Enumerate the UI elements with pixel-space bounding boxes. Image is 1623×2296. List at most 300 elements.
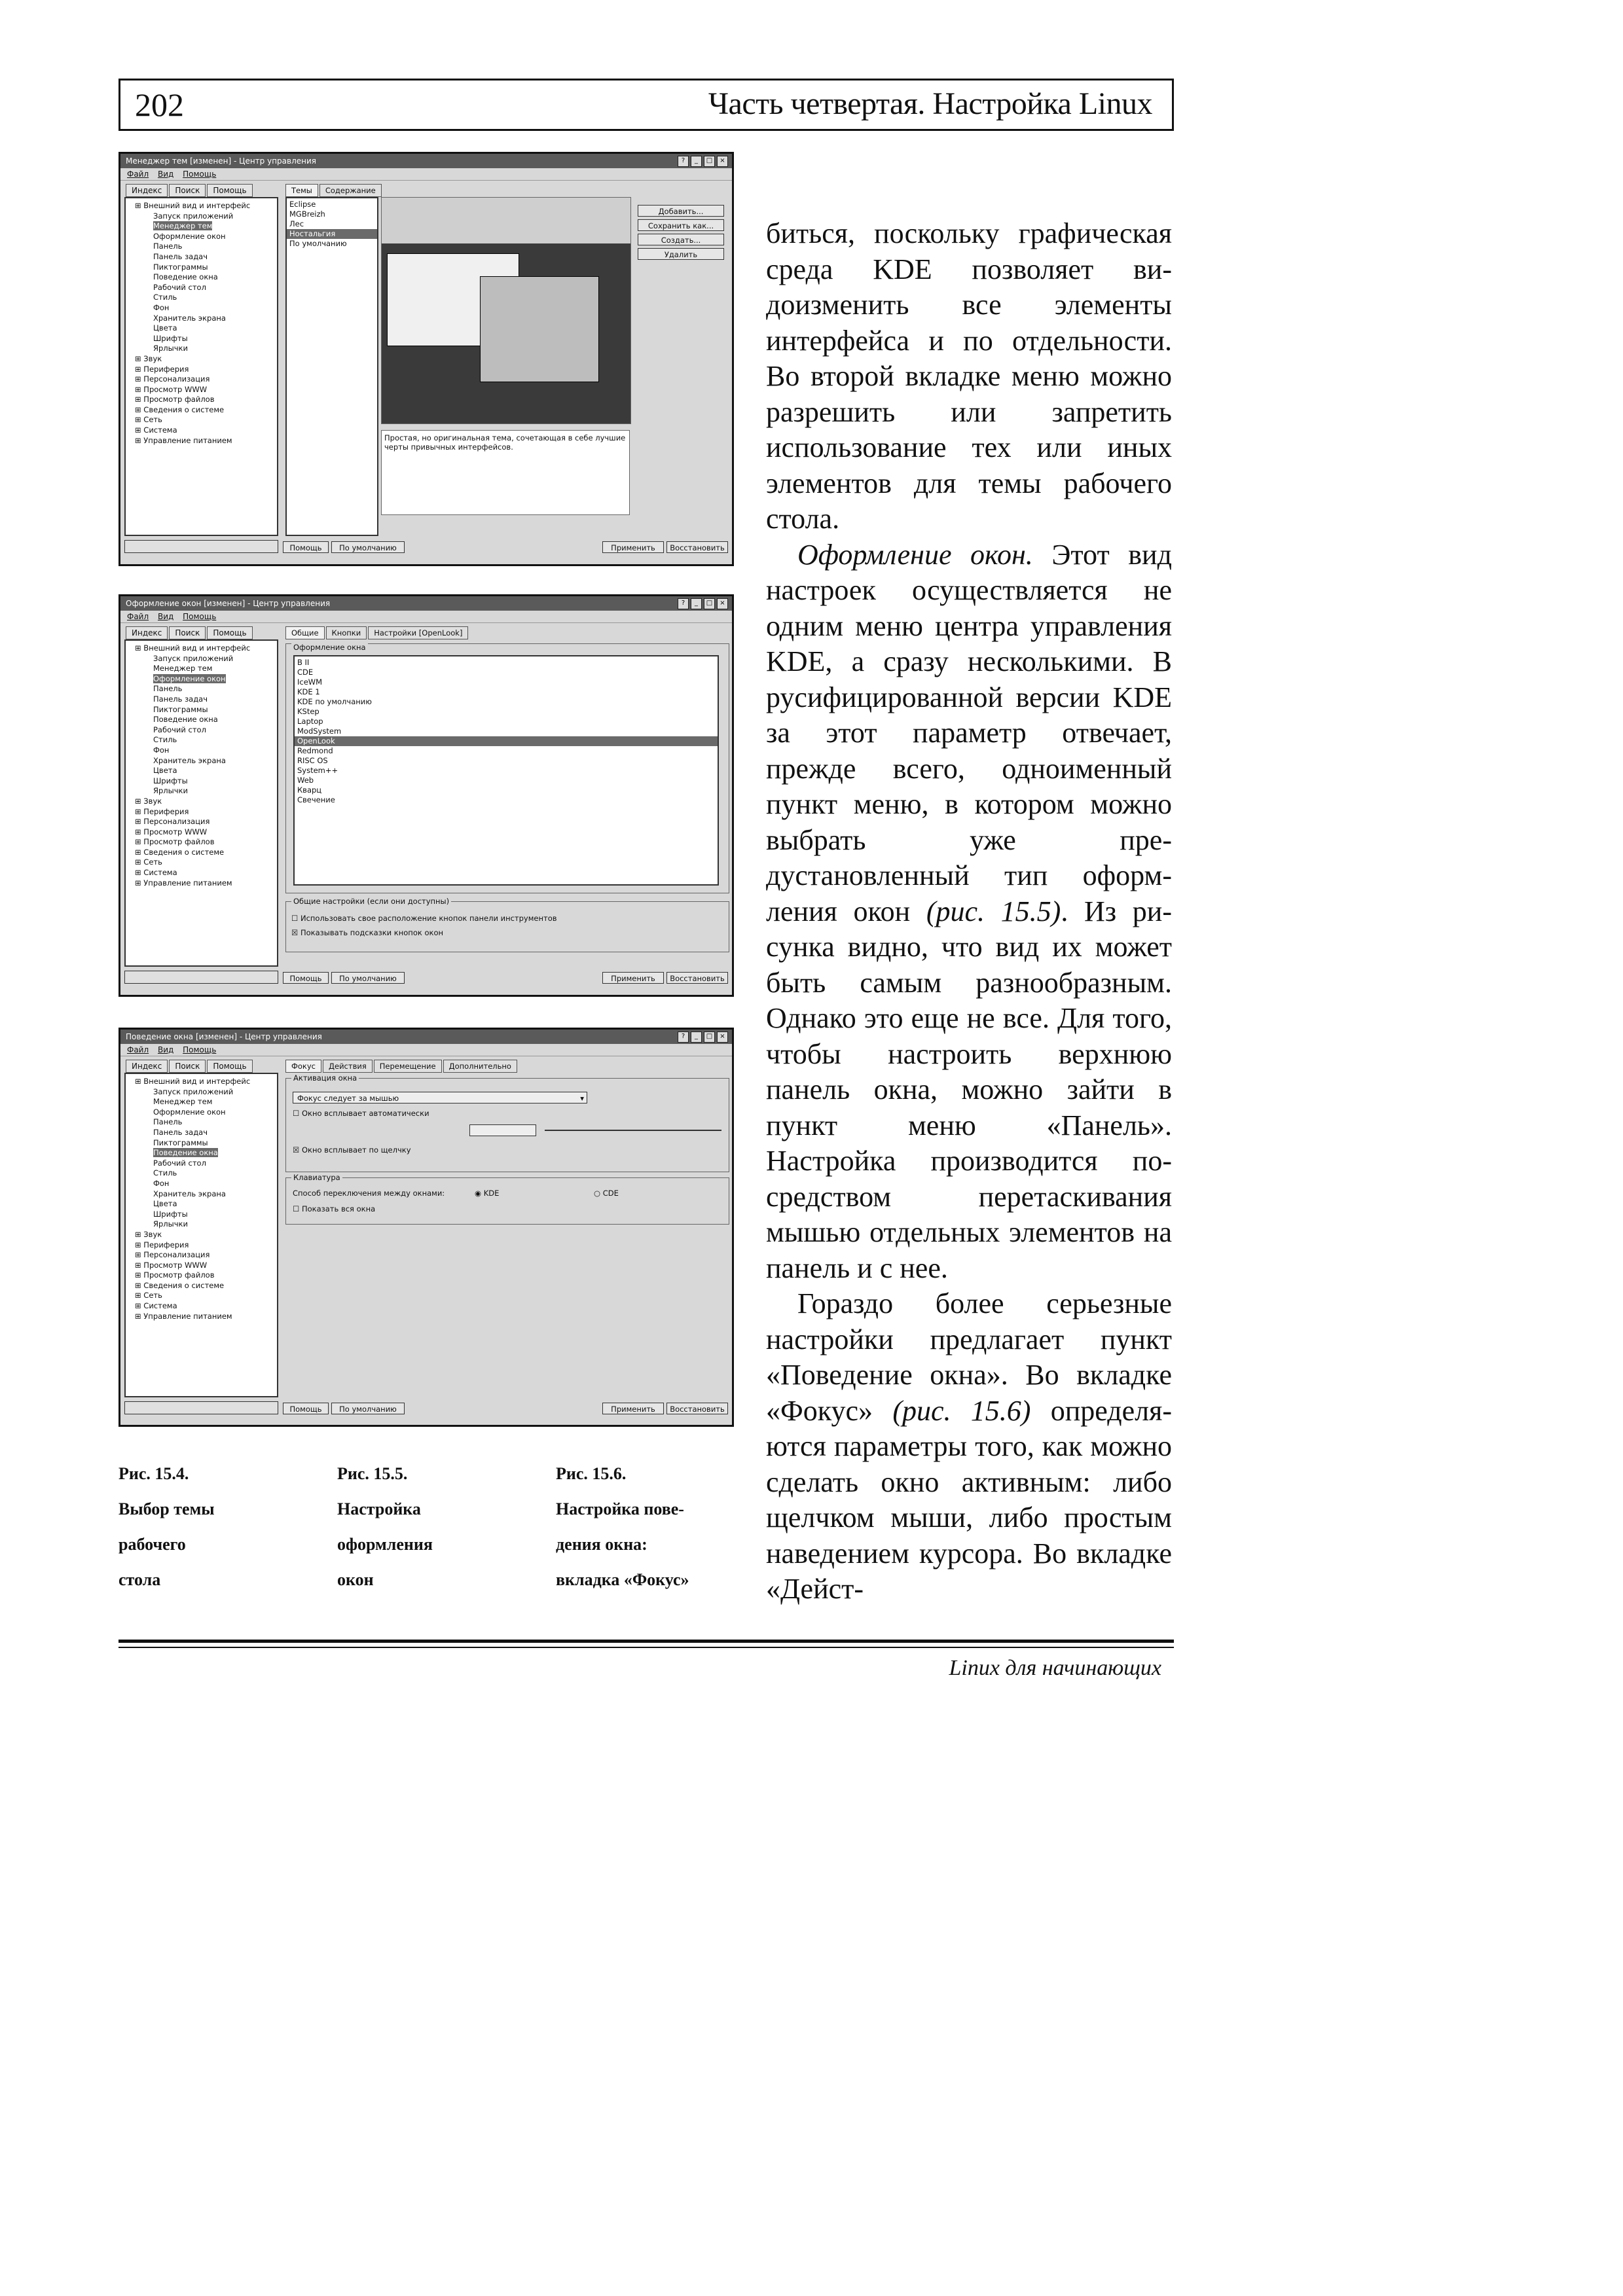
list-item[interactable]: KStep: [297, 707, 319, 716]
tab-openlook-settings[interactable]: Настройки [OpenLook]: [368, 626, 468, 639]
tree-item-label: Рабочий стол: [153, 282, 206, 292]
tree-item-label: Панель: [153, 684, 183, 694]
tree-item[interactable]: [128, 262, 274, 273]
tree-item[interactable]: [128, 684, 274, 694]
reset-button[interactable]: Восстановить: [666, 541, 728, 553]
tree-item-label: Внешний вид и интерфейс: [143, 1077, 251, 1086]
tree-item-label: Панель задач: [153, 251, 208, 261]
tree-item[interactable]: [128, 654, 274, 664]
option-label: Использовать свое расположение кнопок панели инструментов: [300, 914, 557, 923]
tree-item[interactable]: [128, 786, 274, 797]
tree-item[interactable]: ⊞ Внешний вид и интерфейс: [135, 1077, 251, 1086]
tree-item-label: Поведение окна: [153, 715, 218, 725]
tree-item-label: Персонализация: [143, 1250, 210, 1260]
help-button[interactable]: Помощь: [283, 1403, 329, 1414]
menu-file[interactable]: Файл: [127, 612, 149, 621]
horizontal-scrollbar[interactable]: [124, 540, 278, 553]
tree-item[interactable]: [128, 756, 274, 766]
paragraph: биться, поскольку графическая среда KDE позволяет видоизменить все элементы интерфейса и по отдельности. Во второй вкладке меню можно разрешить или запретить использование тех или иных элементов для темы рабочего стола.: [766, 217, 1172, 535]
minimize-icon[interactable]: _: [691, 598, 702, 609]
tree-item[interactable]: ⊞ Система: [135, 425, 177, 435]
module-tree-panel: [124, 1073, 278, 1397]
auto-raise-checkbox[interactable]: ☐ Окно всплывает автоматически: [293, 1109, 429, 1118]
tree-item-label: Просмотр WWW: [143, 384, 208, 394]
tree-item[interactable]: ⊞ Просмотр файлов: [135, 837, 215, 847]
caption-line: Рис. 15.5.: [337, 1464, 408, 1483]
tree-item-label: Шрифты: [153, 776, 188, 785]
tree-item-label: Стиль: [153, 293, 177, 302]
caption-line: вкладка «Фокус»: [556, 1570, 689, 1589]
footer-rule-thin: [119, 1647, 1174, 1648]
caption-line: Рис. 15.4.: [119, 1464, 189, 1483]
theme-list[interactable]: [285, 197, 378, 536]
tree-item-label: Цвета: [153, 1199, 177, 1209]
tree-item-label: Управление питанием: [143, 878, 232, 888]
option-label: CDE: [602, 1189, 619, 1198]
tree-item-label: Панель: [153, 242, 183, 251]
tab-general[interactable]: Общие: [285, 626, 325, 639]
tree-item-label: Система: [143, 868, 177, 878]
tree-item-label: Стиль: [153, 735, 177, 745]
tree-item-label: Сеть: [143, 1291, 162, 1300]
tree-item-label: Просмотр WWW: [143, 1260, 208, 1270]
paragraph: [766, 537, 1172, 1287]
tree-item[interactable]: ⊞ Внешний вид и интерфейс: [135, 643, 251, 653]
list-item-selected[interactable]: Ностальгия: [287, 229, 377, 239]
tree-item-label: Хранитель экрана: [153, 313, 226, 323]
tree-item[interactable]: ⊞ Просмотр файлов: [135, 1270, 215, 1280]
tree-item[interactable]: [128, 715, 274, 725]
right-tabs: [285, 626, 468, 639]
tree-item-label: Ярлычки: [153, 344, 188, 353]
tree-item[interactable]: [128, 1199, 274, 1210]
group-title: Активация окна: [291, 1073, 359, 1083]
tree-item[interactable]: ⊞ Звук: [135, 796, 162, 806]
apply-button[interactable]: Применить: [602, 972, 664, 984]
tree-item-label: Пиктограммы: [153, 1138, 208, 1147]
tree-item-label: Просмотр файлов: [143, 1270, 215, 1280]
tree-item[interactable]: [128, 283, 274, 293]
title-bar: [120, 1030, 732, 1044]
tree-item[interactable]: [128, 1168, 274, 1179]
option-label: Окно всплывает по щелчку: [301, 1145, 411, 1155]
list-item[interactable]: KDE по умолчанию: [297, 697, 372, 706]
add-button[interactable]: Добавить...: [638, 205, 724, 217]
list-item[interactable]: Кварц: [297, 785, 322, 795]
minimize-icon[interactable]: _: [691, 1031, 702, 1043]
list-item-selected[interactable]: OpenLook: [295, 736, 718, 746]
tree-item-label: Персонализация: [143, 817, 210, 827]
tree-item-label: Просмотр WWW: [143, 827, 208, 836]
maximize-icon[interactable]: □: [704, 156, 715, 167]
option-show-tooltips[interactable]: ☒ Показывать подсказки кнопок окон: [291, 928, 444, 937]
menu-help[interactable]: Помощь: [183, 612, 217, 621]
tree-item[interactable]: ⊞ Звук: [135, 1229, 162, 1239]
figure-15-6-screenshot: [119, 1028, 734, 1427]
title-bar: [120, 596, 732, 611]
tab-actions[interactable]: Действия: [323, 1060, 373, 1073]
activation-group: [285, 1073, 729, 1172]
tree-item[interactable]: [128, 344, 274, 354]
tree-item[interactable]: ⊞ Внешний вид и интерфейс: [135, 201, 251, 210]
menu-help[interactable]: Помощь: [183, 1045, 217, 1054]
window-title: Поведение окна [изменен] - Центр управления: [126, 1032, 322, 1041]
preview-icons-window: [480, 276, 599, 382]
tree-item[interactable]: [128, 1189, 274, 1200]
caption-line: Настройка: [337, 1499, 421, 1518]
tree-item[interactable]: ⊞ Звук: [135, 353, 162, 363]
horizontal-scrollbar[interactable]: [124, 971, 278, 984]
module-tree-panel: [124, 639, 278, 967]
module-tree-panel: [124, 197, 278, 536]
list-item[interactable]: Свечение: [297, 795, 335, 804]
horizontal-scrollbar[interactable]: [124, 1401, 278, 1414]
close-icon[interactable]: ×: [717, 1031, 728, 1043]
tree-item-label: Фон: [153, 745, 170, 755]
tree-item[interactable]: [128, 674, 274, 685]
running-title: Часть четвертая. Настройка Linux: [708, 86, 1152, 121]
tree-item[interactable]: ⊞ Просмотр файлов: [135, 395, 215, 404]
tree-item[interactable]: ⊞ Система: [135, 868, 177, 878]
tree-item[interactable]: [128, 242, 274, 252]
tree-item[interactable]: [128, 725, 274, 736]
option-label: KDE: [483, 1189, 500, 1198]
tree-item[interactable]: ⊞ Сведения о системе: [135, 404, 225, 414]
right-tabs: [285, 184, 382, 197]
tab-help[interactable]: Помощь: [207, 184, 252, 197]
apply-button[interactable]: Применить: [602, 541, 664, 553]
tree-item-label: Ярлычки: [153, 1219, 188, 1229]
group-title: Клавиатура: [291, 1173, 342, 1182]
tree-item[interactable]: ⊞ Просмотр WWW: [135, 384, 208, 394]
tree-item-label: Шрифты: [153, 333, 188, 343]
delete-button[interactable]: Удалить: [638, 248, 724, 260]
figure-15-5-screenshot: [119, 594, 734, 997]
option-label: Показывать подсказки кнопок окон: [300, 928, 444, 937]
tab-help[interactable]: Помощь: [207, 626, 252, 639]
tree-item[interactable]: [128, 1210, 274, 1220]
list-item[interactable]: MGBreizh: [289, 209, 325, 219]
theme-preview: [381, 197, 631, 424]
click-raise-checkbox[interactable]: ☒ Окно всплывает по щелчку: [293, 1145, 411, 1155]
tree-item[interactable]: [128, 293, 274, 303]
keyboard-group: [285, 1173, 729, 1225]
tree-item-label: Пиктограммы: [153, 704, 208, 714]
tree-item-label: Оформление окон: [153, 1107, 226, 1117]
tab-focus[interactable]: Фокус: [285, 1060, 321, 1073]
option-label: Окно всплывает автоматически: [301, 1109, 429, 1118]
tree-item-label: Просмотр файлов: [143, 837, 215, 847]
caption-line: оформления: [337, 1535, 433, 1554]
reset-button[interactable]: Восстановить: [666, 972, 728, 984]
list-item[interactable]: Redmond: [297, 746, 333, 755]
tree-item-label: Сеть: [143, 857, 162, 867]
menu-file[interactable]: Файл: [127, 1045, 149, 1054]
tree-item-label: Менеджер тем: [153, 664, 213, 673]
caption-line: рабочего: [119, 1535, 186, 1554]
list-item[interactable]: Laptop: [297, 717, 323, 726]
menu-file[interactable]: Файл: [127, 170, 149, 179]
right-tabs: [285, 1060, 517, 1073]
caption-fig-15-5: [337, 1456, 527, 1598]
tree-item-label: Хранитель экрана: [153, 1189, 226, 1198]
help-button[interactable]: Помощь: [283, 541, 329, 553]
help-icon[interactable]: ?: [678, 156, 689, 167]
tree-item-label: Внешний вид и интерфейс: [143, 201, 251, 210]
tree-item-label: Звук: [143, 796, 162, 806]
defaults-button[interactable]: По умолчанию: [331, 541, 405, 553]
tree-item[interactable]: [128, 314, 274, 324]
tree-item[interactable]: ⊞ Периферия: [135, 1240, 189, 1249]
delay-spinbox[interactable]: [469, 1124, 536, 1136]
tree-item[interactable]: ⊞ Периферия: [135, 806, 189, 816]
tab-contents[interactable]: Содержание: [319, 184, 382, 197]
list-item[interactable]: RISC OS: [297, 756, 328, 765]
decoration-list[interactable]: [293, 655, 719, 886]
tree-item[interactable]: ⊞ Персонализация: [135, 1250, 210, 1260]
list-item[interactable]: System++: [297, 766, 338, 775]
tree-item[interactable]: [128, 705, 274, 715]
module-tree: [128, 1077, 274, 1321]
help-icon[interactable]: ?: [678, 1031, 689, 1043]
radio-cde[interactable]: ○ CDE: [594, 1189, 619, 1198]
defaults-button[interactable]: По умолчанию: [331, 1403, 405, 1414]
apply-button[interactable]: Применить: [602, 1403, 664, 1414]
left-panel-tabs: [126, 184, 253, 197]
tree-item[interactable]: ⊞ Управление питанием: [135, 1311, 232, 1321]
menu-bar: [120, 1044, 732, 1056]
tree-item[interactable]: [128, 1219, 274, 1230]
list-item[interactable]: IceWM: [297, 677, 323, 687]
defaults-button[interactable]: По умолчанию: [331, 972, 405, 984]
tab-index[interactable]: Индекс: [126, 1060, 168, 1073]
tree-item[interactable]: [128, 1117, 274, 1128]
reset-button[interactable]: Восстановить: [666, 1403, 728, 1414]
tab-moving[interactable]: Перемещение: [374, 1060, 442, 1073]
delay-slider[interactable]: [545, 1130, 721, 1131]
tree-item[interactable]: ⊞ Персонализация: [135, 817, 210, 827]
close-icon[interactable]: ×: [717, 156, 728, 167]
show-all-checkbox[interactable]: ☐ Показать вся окна: [293, 1204, 376, 1213]
paragraph: [766, 1286, 1172, 1607]
tree-item-label: Панель задач: [153, 1127, 208, 1137]
tree-item-label: Панель задач: [153, 694, 208, 704]
tree-item[interactable]: [128, 1138, 274, 1149]
tree-item[interactable]: [128, 745, 274, 756]
tab-buttons[interactable]: Кнопки: [326, 626, 367, 639]
caption-line: Рис. 15.6.: [556, 1464, 627, 1483]
text-run: . Из рисунка видно, что вид их может быть самым разнообразным. Однако это еще не все. Для того, чтобы настроить верхнюю панель окна, можно зайти в пункт меню «Панель». Настройка производится посредством перетаскивания мышью отдельных элементов на панель и с нее.: [766, 895, 1172, 1284]
list-item[interactable]: CDE: [297, 668, 314, 677]
section-term: Оформление окон.: [797, 538, 1033, 571]
focus-policy-value: Фокус следует за мышью: [297, 1094, 399, 1103]
tree-item-label: Стиль: [153, 1168, 177, 1178]
tree-item-label: Рабочий стол: [153, 1158, 206, 1168]
tree-item-label: Поведение окна: [153, 272, 218, 282]
tree-item[interactable]: ⊞ Сеть: [135, 415, 162, 425]
tree-item-label: Пиктограммы: [153, 262, 208, 272]
menu-view[interactable]: Вид: [157, 612, 174, 621]
tree-item-label: Ярлычки: [153, 786, 188, 796]
tree-item[interactable]: [128, 1158, 274, 1169]
tree-item[interactable]: [128, 735, 274, 745]
tree-item[interactable]: ⊞ Сведения о системе: [135, 1280, 225, 1290]
tree-item[interactable]: ⊞ Сеть: [135, 1291, 162, 1300]
tree-item[interactable]: [128, 776, 274, 787]
tree-item[interactable]: ⊞ Просмотр WWW: [135, 827, 208, 836]
tree-item-label: Поведение окна: [153, 1148, 218, 1158]
tree-item-label: Запуск приложений: [153, 1086, 234, 1096]
tree-item[interactable]: ⊞ Управление питанием: [135, 435, 232, 445]
footer-rule: [119, 1640, 1174, 1643]
body-text: [766, 216, 1172, 1607]
tree-item-label: Внешний вид и интерфейс: [143, 643, 251, 653]
tree-item[interactable]: [128, 1128, 274, 1138]
caption-line: Настройка пове-: [556, 1499, 684, 1518]
figure-ref: (рис. 15.5): [926, 895, 1061, 927]
chevron-down-icon: ▾: [580, 1094, 584, 1103]
tree-item-label: Периферия: [143, 364, 189, 374]
tree-item-label: Цвета: [153, 766, 177, 776]
tree-item[interactable]: [128, 221, 274, 232]
tree-item-label: Запуск приложений: [153, 653, 234, 663]
caption-fig-15-6: [556, 1456, 746, 1598]
group-title: Общие настройки (если они доступны): [291, 897, 451, 906]
menu-help[interactable]: Помощь: [183, 170, 217, 179]
tree-item-label: Менеджер тем: [153, 221, 213, 231]
tree-item[interactable]: [128, 1107, 274, 1118]
menu-bar: [120, 611, 732, 623]
module-tree: [128, 643, 274, 888]
window-title: Оформление окон [изменен] - Центр управления: [126, 599, 331, 608]
tree-item-label: Оформление окон: [153, 673, 226, 683]
figure-15-4-screenshot: [119, 152, 734, 566]
page-number: 202: [135, 86, 184, 123]
tree-item[interactable]: [128, 766, 274, 776]
tree-item[interactable]: [128, 232, 274, 242]
create-button[interactable]: Создать...: [638, 234, 724, 245]
tree-item[interactable]: ⊞ Периферия: [135, 364, 189, 374]
tree-item[interactable]: ⊞ Система: [135, 1301, 177, 1311]
tree-item-label: Фон: [153, 302, 170, 312]
help-button[interactable]: Помощь: [283, 972, 329, 984]
option-label: Показать вся окна: [301, 1204, 376, 1213]
maximize-icon[interactable]: □: [704, 598, 715, 609]
tree-item[interactable]: [128, 1097, 274, 1107]
tree-item[interactable]: [128, 211, 274, 222]
tab-search[interactable]: Поиск: [169, 184, 206, 197]
caption-fig-15-4: [119, 1456, 308, 1598]
tab-index[interactable]: Индекс: [126, 626, 168, 639]
tree-item-label: Сведения о системе: [143, 1280, 225, 1290]
maximize-icon[interactable]: □: [704, 1031, 715, 1043]
text-run: Гораздо более серьезные настройки предлагает пункт «Поведение окна». Во вкладке «Фокус»: [766, 1287, 1172, 1427]
tree-item-label: Сведения о системе: [143, 847, 225, 857]
menu-view[interactable]: Вид: [157, 1045, 174, 1054]
tree-item-label: Сеть: [143, 415, 162, 425]
caption-line: окон: [337, 1570, 374, 1589]
figure-ref: (рис. 15.6): [892, 1394, 1031, 1427]
tree-item-label: Панель: [153, 1117, 183, 1127]
tree-item[interactable]: [128, 694, 274, 705]
tree-item-label: Персонализация: [143, 374, 210, 384]
tree-item-label: Система: [143, 425, 177, 435]
close-icon[interactable]: ×: [717, 598, 728, 609]
tree-item-label: Запуск приложений: [153, 211, 234, 221]
tab-advanced[interactable]: Дополнительно: [443, 1060, 517, 1073]
tree-item[interactable]: [128, 323, 274, 334]
group-title: Оформление окна: [291, 643, 368, 652]
tab-index[interactable]: Индекс: [126, 184, 168, 197]
tree-item-label: Периферия: [143, 806, 189, 816]
tree-item-label: Шрифты: [153, 1209, 188, 1219]
tree-item[interactable]: ⊞ Сведения о системе: [135, 847, 225, 857]
help-icon[interactable]: ?: [678, 598, 689, 609]
minimize-icon[interactable]: _: [691, 156, 702, 167]
switch-label: Способ переключения между окнами:: [293, 1189, 445, 1198]
tree-item-label: Звук: [143, 1229, 162, 1239]
tree-item[interactable]: ⊞ Сеть: [135, 857, 162, 867]
tree-item-label: Фон: [153, 1178, 170, 1188]
page-header: [119, 79, 1174, 131]
tree-item[interactable]: [128, 252, 274, 262]
general-settings-group: [285, 897, 729, 952]
theme-description: Простая, но оригинальная тема, сочетающая в себе лучшие черты привычных интерфейсов.: [381, 430, 630, 515]
tree-item-label: Периферия: [143, 1240, 189, 1249]
tree-item[interactable]: ⊞ Просмотр WWW: [135, 1260, 208, 1270]
menu-bar: [120, 168, 732, 181]
tree-item-label: Сведения о системе: [143, 404, 225, 414]
tree-item[interactable]: ⊞ Управление питанием: [135, 878, 232, 888]
tree-item[interactable]: [128, 1179, 274, 1189]
save-as-button[interactable]: Сохранить как...: [638, 219, 724, 231]
tab-help[interactable]: Помощь: [207, 1060, 252, 1073]
tree-item[interactable]: [128, 664, 274, 674]
tree-item-label: Менеджер тем: [153, 1097, 213, 1107]
list-item[interactable]: Eclipse: [289, 200, 316, 209]
caption-line: стола: [119, 1570, 161, 1589]
list-item[interactable]: KDE 1: [297, 687, 320, 696]
tree-item-label: Оформление окон: [153, 231, 226, 241]
tree-item[interactable]: [128, 1148, 274, 1158]
list-item[interactable]: ModSystem: [297, 726, 342, 736]
tree-item[interactable]: ⊞ Персонализация: [135, 374, 210, 384]
tree-item-label: Управление питанием: [143, 1311, 232, 1321]
option-custom-buttons[interactable]: ☐ Использовать свое расположение кнопок панели инструментов: [291, 914, 557, 923]
module-tree: [128, 201, 274, 446]
tree-item-label: Звук: [143, 353, 162, 363]
tree-item-label: Управление питанием: [143, 435, 232, 445]
focus-policy-select[interactable]: [293, 1092, 587, 1103]
list-item[interactable]: Web: [297, 776, 314, 785]
radio-kde[interactable]: ◉ KDE: [475, 1189, 500, 1198]
text-run: определяются параметры того, как можно сделать окно активным: либо щелчком мыши, либо простым наведением курсора. Во вкладке «Дейст-: [766, 1394, 1172, 1605]
tree-item-label: Цвета: [153, 323, 177, 333]
list-item[interactable]: По умолчанию: [289, 239, 347, 248]
list-item[interactable]: Лес: [289, 219, 304, 228]
tree-item[interactable]: [128, 334, 274, 344]
tab-search[interactable]: Поиск: [169, 1060, 206, 1073]
tab-search[interactable]: Поиск: [169, 626, 206, 639]
tree-item[interactable]: [128, 1087, 274, 1098]
list-item[interactable]: B II: [297, 658, 310, 667]
left-panel-tabs: [126, 1060, 253, 1073]
tab-themes[interactable]: Темы: [285, 184, 318, 197]
tree-item[interactable]: [128, 303, 274, 314]
caption-line: дения окна:: [556, 1535, 647, 1554]
tree-item[interactable]: [128, 272, 274, 283]
menu-view[interactable]: Вид: [157, 170, 174, 179]
